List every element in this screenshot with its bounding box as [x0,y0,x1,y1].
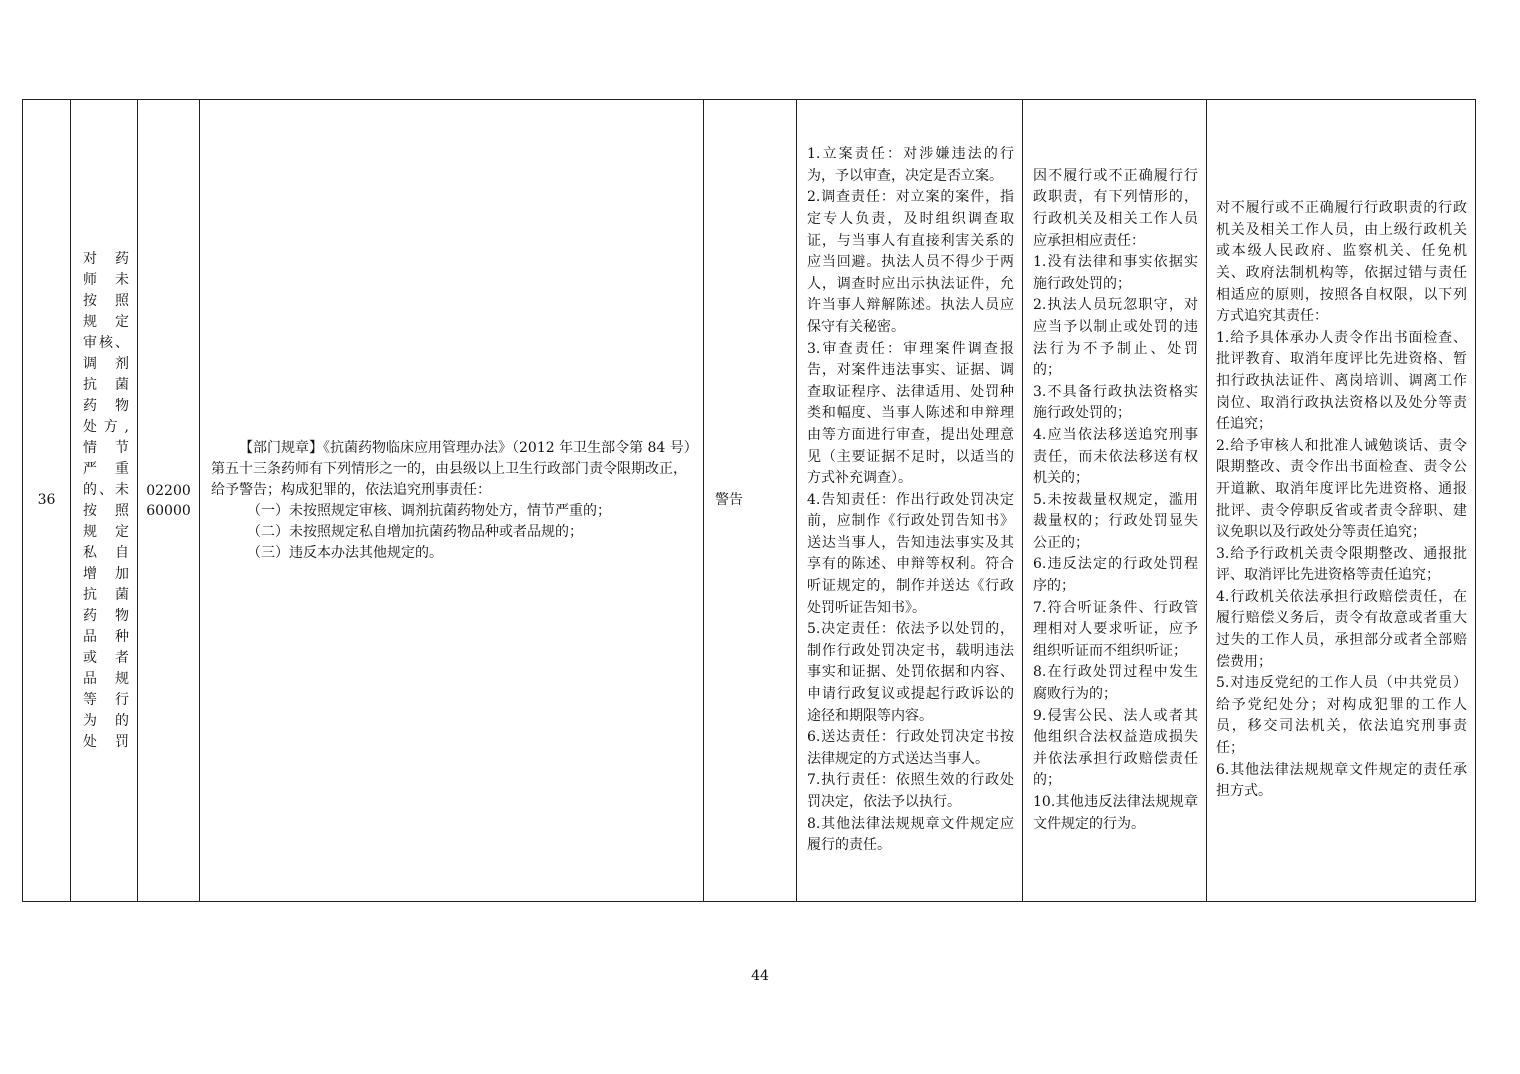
accountability-case-item: 4.应当依法移送追究刑事责任，而未依法移送有权机关的； [1033,426,1198,487]
accountability-case-item: 7.符合听证条件、行政管理相对人要求听证，应予组织听证而不组织听证； [1033,599,1198,659]
item-code-cell [138,100,200,902]
item-name-line: 私自 [83,544,129,561]
responsibility-item: 6.送达责任：行政处罚决定书按法律规定的方式送达当事人。 [807,729,1014,767]
legal-basis-cell [200,100,704,902]
penalty-category: 警告 [715,492,743,508]
item-name [71,249,137,753]
accountability-cases-cell [1023,100,1207,902]
item-name-line: 调剂 [83,355,129,372]
item-name-line: 等行 [83,691,129,708]
responsibility-item: 7.执行责任：依照生效的行政处罚决定，依法予以执行。 [807,772,1014,811]
responsibility-item: 2.调查责任：对立案的案件，指定专人负责，及时组织调查取证，与当事人有直接利害关系的应当回避。执法人员不得少于两人，调查时应出示执法证件，允许当事人辩解陈述。执法人员应保守有关秘密。 [807,189,1014,335]
accountability-case-item: 6.违反法定的行政处罚程序的； [1033,556,1198,595]
item-name-line: 或者 [83,649,129,666]
item-code [138,481,199,521]
item-name-line: 品规 [83,670,129,687]
basis-article: 第五十三条药师有下列情形之一的，由县级以上卫生行政部门责令限期改正，给予警告；构成犯罪的，依法追究刑事责任： [211,460,687,498]
row-number: 36 [23,100,71,902]
responsibility-item: 5.决定责任：依法予以处罚的，制作行政处罚决定书，载明违法事实和证据、处罚依据和内容、申请行政复议或提起行政诉讼的途径和期限等内容。 [807,621,1014,724]
accountability-case-item: 因不履行或不正确履行行政职责，有下列情形的，行政机关及相关工作人员应承担相应责任： [1033,167,1198,249]
item-name-line: 规定 [83,523,129,540]
responsibility-item: 4.告知责任：作出行政处罚决定前，应制作《行政处罚告知书》送达当事人，告知违法事实及其享有的陈述、申辩等权利。符合听证规定的，制作并送达《行政处罚听证告知书》。 [807,491,1014,616]
accountability-case-item: 2.执法人员玩忽职守，对应当予以制止或处罚的违法行为不予制止、处罚的； [1033,297,1198,379]
responsibility-item: 8.其他法律法规规章文件规定应履行的责任。 [807,815,1014,854]
item-name-line: 抗菌 [83,586,129,603]
accountability-method-item: 6.其他法律法规规章文件规定的责任承担方式。 [1216,761,1467,800]
item-name-line: 处罚 [83,733,129,750]
legal-basis [200,438,703,564]
item-name-line: 品种 [83,628,129,645]
item-name-line: 按照 [83,502,129,519]
accountability-case-item: 3.不具备行政执法资格实施行政处罚的； [1033,383,1198,422]
basis-item-3: （三）违反本办法其他规定的。 [247,544,443,561]
item-name-line: 处方, [83,418,129,435]
item-name-line: 审核、 [83,334,129,351]
accountability-case-item: 9.侵害公民、法人或者其他组织合法权益造成损失并依法承担行政赔偿责任的； [1033,707,1198,789]
responsibilities [797,144,1022,857]
accountability-cases [1023,166,1206,835]
item-name-line: 情节 [83,439,129,456]
item-name-line: 按照 [83,292,129,309]
power-list-table [22,99,1476,902]
item-code-line-2: 60000 [146,502,191,519]
penalty-category-cell [704,100,797,902]
accountability-method-item: 2.给予审核人和批准人诫勉谈话、责令限期整改、责令作出书面检查、责令公开道歉、取消年度评比先进资格、通报批评、责令停职反省或者责令辞职、建议免职以及行政处分等责任追究； [1216,437,1467,541]
accountability-case-item: 5.未按裁量权规定，滥用裁量权的；行政处罚显失公正的； [1033,491,1198,551]
item-name-line: 为的 [83,712,129,729]
page-number: 44 [751,968,769,984]
item-name-line: 严重 [83,460,129,477]
accountability-method-item: 1.给予具体承办人责令作出书面检查、批评教育、取消年度评比先进资格、暂扣行政执法证件、离岗培训、调离工作岗位、取消行政执法资格以及处分等责任追究； [1216,329,1467,433]
item-name-line: 师未 [83,271,129,288]
responsibilities-cell [797,100,1023,902]
accountability-methods-cell [1207,100,1476,902]
accountability-case-item: 8.在行政处罚过程中发生腐败行为的； [1033,664,1198,703]
basis-heading: 【部门规章】《抗菌药物临床应用管理办法》（2012 年卫生部令第 84 号） [239,439,698,456]
accountability-method-item: 对不履行或不正确履行行政职责的行政机关及相关工作人员，由上级行政机关或本级人民政府、监察机关、任免机关、政府法制机构等，依据过错与责任相适应的原则，按照各自权限，以下列方式追究其责任： [1216,200,1467,325]
basis-item-1: （一）未按照规定审核、调剂抗菌药物处方，情节严重的； [247,502,611,519]
accountability-method-item: 3.给予行政机关责令限期整改、通报批评、取消评比先进资格等责任追究； [1216,545,1467,584]
accountability-case-item: 1.没有法律和事实依据实施行政处罚的； [1033,254,1198,292]
accountability-methods [1207,198,1475,803]
item-name-line: 药物 [83,607,129,624]
item-name-line: 抗菌 [83,376,129,393]
accountability-method-item: 4.行政机关依法承担行政赔偿责任，在履行赔偿义务后，责令有故意或者重大过失的工作人员，承担部分或者全部赔偿费用； [1216,588,1467,670]
accountability-case-item: 10.其他违反法律法规规章文件规定的行为。 [1033,794,1198,832]
accountability-method-item: 5.对违反党纪的工作人员（中共党员）给予党纪处分；对构成犯罪的工作人员，移交司法机关，依法追究刑事责任； [1216,675,1467,757]
item-name-line: 规定 [83,313,129,330]
basis-item-2: （二）未按照规定私自增加抗菌药物品种或者品规的； [247,523,583,540]
item-code-line-1: 02200 [146,482,191,499]
responsibility-item: 3.审查责任：审理案件调查报告，对案件违法事实、证据、调查取证程序、法律适用、处罚种类和幅度、当事人陈述和申辩理由等方面进行审查，提出处理意见（主要证据不足时，以适当的方式补充调查）。 [807,340,1014,487]
item-name-line: 药物 [83,397,129,414]
item-name-line: 的、未 [83,481,129,498]
table-row [23,100,1476,902]
item-name-line: 增加 [83,565,129,582]
item-name-line: 对药 [83,250,129,267]
responsibility-item: 1.立案责任：对涉嫌违法的行为，予以审查，决定是否立案。 [807,146,1014,184]
item-name-cell [71,100,138,902]
